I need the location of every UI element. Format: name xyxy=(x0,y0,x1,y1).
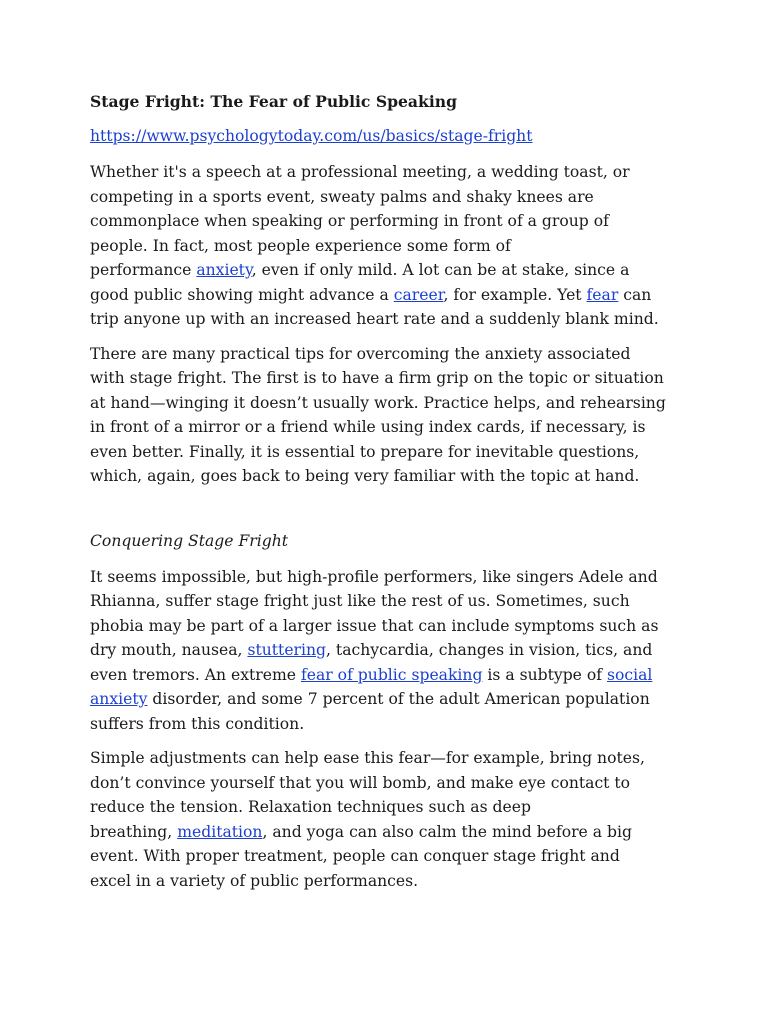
paragraph-line: trip anyone up with an increased heart rate and a suddenly blank mind. xyxy=(90,310,659,328)
paragraph-line: suffers from this condition. xyxy=(90,714,305,733)
paragraph-line: excel in a variety of public performances. xyxy=(90,871,419,890)
document-title: Stage Fright: The Fear of Public Speaking xyxy=(90,92,458,111)
paragraph-line: with stage fright. The first is to have a firm grip on the topic or situation xyxy=(90,369,664,387)
paragraph-3 xyxy=(90,565,710,737)
text-span: disorder, and some 7 percent of the adult American population xyxy=(147,690,650,708)
source-url[interactable] xyxy=(90,124,710,148)
paragraph-line xyxy=(90,283,710,308)
text-span: , tachycardia, changes in vision, tics, and xyxy=(326,641,653,659)
text-span: even tremors. An extreme xyxy=(90,665,301,684)
text-span: can xyxy=(618,285,652,304)
section-subheading: Conquering Stage Fright xyxy=(90,531,289,550)
paragraph-line xyxy=(90,663,710,688)
paragraph-2 xyxy=(90,342,710,489)
paragraph-1 xyxy=(90,160,710,332)
career-link[interactable]: career xyxy=(393,285,444,304)
paragraph-line: Simple adjustments can help ease this fear—for example, bring notes, xyxy=(90,749,645,767)
social-anxiety-link-cont[interactable]: anxiety xyxy=(90,690,148,708)
text-span: breathing, xyxy=(90,822,178,841)
text-span: , and yoga can also calm the mind before a big xyxy=(262,822,632,841)
paragraph-line xyxy=(90,820,710,845)
paragraph-line: at hand—winging it doesn’t usually work. Practice helps, and rehearsing xyxy=(90,393,666,412)
paragraph-line xyxy=(90,258,710,283)
paragraph-line: There are many practical tips for overcoming the anxiety associated xyxy=(90,344,631,363)
paragraph-line: It seems impossible, but high-profile performers, like singers Adele and xyxy=(90,567,658,586)
paragraph-line: phobia may be part of a larger issue that can include symptoms such as xyxy=(90,616,659,635)
anxiety-link[interactable]: anxiety xyxy=(196,261,252,279)
paragraph-line xyxy=(90,687,710,712)
paragraph-line: don’t convince yourself that you will bomb, and make eye contact to xyxy=(90,773,631,792)
paragraph-line: event. With proper treatment, people can conquer stage fright and xyxy=(90,847,620,865)
paragraph-line: Whether it's a speech at a professional meeting, a wedding toast, or xyxy=(90,163,630,181)
text-span: is a subtype of xyxy=(482,665,607,684)
text-span: dry mouth, nausea, xyxy=(90,641,248,659)
paragraph-line: which, again, goes back to being very familiar with the topic at hand. xyxy=(90,467,640,485)
paragraph-line: people. In fact, most people experience some form of xyxy=(90,236,511,255)
meditation-link[interactable]: meditation xyxy=(177,822,263,841)
paragraph-4 xyxy=(90,746,710,893)
fear-link[interactable]: fear xyxy=(586,285,619,304)
paragraph-line: commonplace when speaking or performing in front of a group of xyxy=(90,212,609,230)
text-span: performance xyxy=(90,261,197,279)
paragraph-line: in front of a mirror or a friend while using index cards, if necessary, is xyxy=(90,418,646,436)
paragraph-line: Rhianna, suffer stage fright just like the rest of us. Sometimes, such xyxy=(90,592,630,610)
stuttering-link[interactable]: stuttering xyxy=(247,641,327,659)
paragraph-line: competing in a sports event, sweaty palms and shaky knees are xyxy=(90,187,594,206)
social-anxiety-link[interactable]: social xyxy=(606,665,653,684)
paragraph-line: even better. Finally, it is essential to prepare for inevitable questions, xyxy=(90,442,640,461)
paragraph-line xyxy=(90,638,710,663)
source-url-link[interactable]: https://www.psychologytoday.com/us/basics/stage-fright xyxy=(90,127,533,145)
text-span: , even if only mild. A lot can be at stake, since a xyxy=(251,261,630,279)
paragraph-line: reduce the tension. Relaxation techniques such as deep xyxy=(90,798,531,816)
document-page xyxy=(90,90,710,903)
text-span: good public showing might advance a xyxy=(90,285,394,304)
text-span: , for example. Yet xyxy=(443,285,587,304)
fear-of-public-speaking-link[interactable]: fear of public speaking xyxy=(300,665,483,684)
